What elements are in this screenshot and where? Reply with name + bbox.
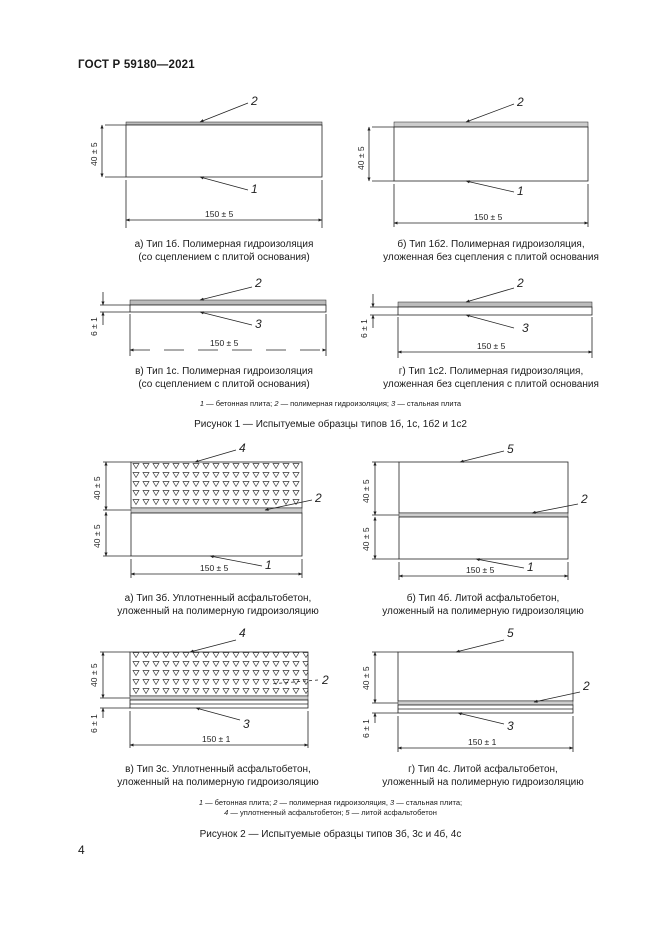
drawing-2v [100, 640, 318, 748]
dim-height: 6 ± 1 [89, 714, 99, 733]
marker-2: 2 [322, 673, 329, 687]
marker-3: 3 [255, 317, 262, 331]
caption-2v: в) Тип 3с. Уплотненный асфальтобетон, уложенный на полимерную гидроизоляцию [117, 764, 319, 788]
caption-1b: б) Тип 1б2. Полимерная гидроизоляция, уложенная без сцепления с плитой основания [383, 239, 599, 263]
marker-2: 2 [255, 276, 262, 290]
dim-height: 40 ± 5 [356, 146, 366, 170]
caption-1g: г) Тип 1с2. Полимерная гидроизоляция, уложенная без сцепления с плитой основания [383, 366, 599, 390]
figure2-legend: 1 — бетонная плита; 2 — полимерная гидроизоляция, 3 — стальная плита; 4 — уплотненный асфальтобетон; 5 — литой асфальтобетон [198, 798, 463, 817]
dim-height: 40 ± 5 [92, 476, 102, 500]
marker-2: 2 [251, 94, 258, 108]
marker-2: 2 [583, 679, 590, 693]
marker-5: 5 [507, 626, 514, 640]
dim-height: 6 ± 1 [361, 719, 371, 738]
marker-2: 2 [517, 276, 524, 290]
drawing-2b [372, 451, 578, 580]
drawing-2a [103, 450, 312, 578]
dim-height: 6 ± 1 [89, 317, 99, 336]
dim-width: 150 ± 1 [468, 737, 497, 747]
marker-5: 5 [507, 442, 514, 456]
caption-2b: б) Тип 4б. Литой асфальтобетон, уложенный на полимерную гидроизоляцию [382, 593, 584, 617]
dim-height: 40 ± 5 [361, 527, 371, 551]
dim-height: 40 ± 5 [89, 142, 99, 166]
dim-height: 40 ± 5 [92, 524, 102, 548]
dim-width: 150 ± 5 [474, 212, 503, 222]
marker-2: 2 [581, 492, 588, 506]
caption-1a: а) Тип 1б. Полимерная гидроизоляция (со сцеплением с плитой основания) [134, 239, 314, 263]
dim-height: 40 ± 5 [361, 479, 371, 503]
figure1-legend: 1 — бетонная плита; 2 — полимерная гидроизоляция; 3 — стальная плита [199, 399, 462, 408]
dim-width: 150 ± 5 [200, 563, 229, 573]
marker-3: 3 [522, 321, 529, 335]
marker-1: 1 [265, 558, 272, 572]
figure1-title: Рисунок 1 — Испытуемые образцы типов 1б, 1с, 1б2 и 1с2 [194, 419, 467, 430]
figure2-title: Рисунок 2 — Испытуемые образцы типов 3б, 3с и 4б, 4с [199, 829, 462, 840]
dim-width: 150 ± 5 [477, 341, 506, 351]
dim-width: 150 ± 5 [205, 209, 234, 219]
dim-height: 40 ± 5 [361, 666, 371, 690]
marker-1: 1 [527, 560, 534, 574]
marker-2: 2 [315, 491, 322, 505]
caption-2g: г) Тип 4с. Литой асфальтобетон, уложенный на полимерную гидроизоляцию [382, 764, 584, 788]
dim-width: 150 ± 5 [466, 565, 495, 575]
dim-height: 40 ± 5 [89, 663, 99, 687]
drawing-1b [369, 104, 588, 227]
caption-2a: а) Тип 3б. Уплотненный асфальтобетон, уложенный на полимерную гидроизоляцию [117, 593, 319, 617]
caption-1v: в) Тип 1с. Полимерная гидроизоляция (со сцеплением с плитой основания) [135, 366, 313, 390]
marker-3: 3 [507, 719, 514, 733]
dim-width: 150 ± 5 [210, 338, 239, 348]
dim-height: 6 ± 1 [359, 319, 369, 338]
marker-2: 2 [517, 95, 524, 109]
marker-1: 1 [251, 182, 258, 196]
marker-3: 3 [243, 717, 250, 731]
marker-1: 1 [517, 184, 524, 198]
marker-4: 4 [239, 626, 246, 640]
page-number: 4 [78, 843, 85, 857]
dim-width: 150 ± 1 [202, 734, 231, 744]
document-header: ГОСТ Р 59180—2021 [78, 59, 195, 71]
drawing-2g [372, 640, 580, 752]
marker-4: 4 [239, 441, 246, 455]
